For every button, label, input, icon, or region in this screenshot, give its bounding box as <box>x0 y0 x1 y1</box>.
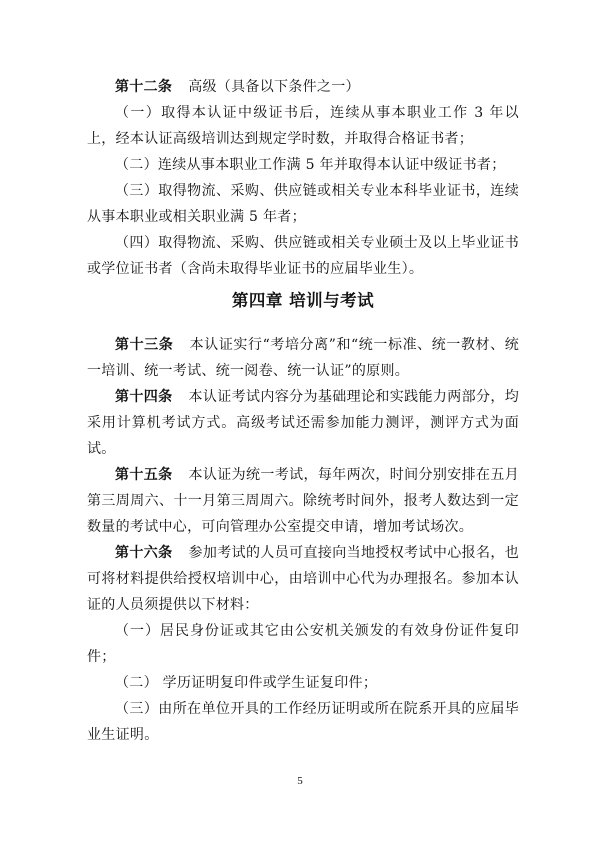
article-13-text: 本认证实行“考培分离”和“统一标准、统一教材、统一培训、统一考试、统一阅卷、统一认证”的原则。 <box>87 337 520 379</box>
article-12-item-4: （四）取得物流、采购、供应链或相关专业硕士及以上毕业证书或学位证书者（含尚未取得毕业证书的应届毕业生）。 <box>87 235 519 277</box>
chapter-title: 第四章 培训与考试 <box>231 291 375 310</box>
article-16-item-2: （二） 学历证明复印件或学生证复印件； <box>115 675 378 691</box>
article-12-heading <box>87 74 519 100</box>
article-16-label: 第十六条 <box>115 545 173 561</box>
article-12-title: 高级（具备以下条件之一） <box>188 79 360 95</box>
article-15-label: 第十五条 <box>115 467 173 483</box>
article-12-item-2: （二）连续从事本职业工作满 5 年并取得本认证中级证书者； <box>115 157 506 173</box>
article-15 <box>87 462 519 540</box>
page-content <box>87 74 519 748</box>
article-16-text: 参加考试的人员可直接向当地授权考试中心报名，也可将材料提供给授权培训中心，由培训中心代为办理报名。参加本认证的人员须提供以下材料： <box>87 545 519 613</box>
article-12-item-1: （一）取得本认证中级证书后，连续从事本职业工作 3 年以上，经本认证高级培训达到规定学时数，并取得合格证书者； <box>87 105 519 147</box>
article-14-text: 本认证考试内容分为基础理论和实践能力两部分，均采用计算机考试方式。高级考试还需参加能力测评，测评方式为面试。 <box>87 389 519 457</box>
article-16 <box>87 540 519 618</box>
article-14 <box>87 384 519 462</box>
article-16-item-1: （一）居民身份证或其它由公安机关颁发的有效身份证件复印件； <box>87 623 519 665</box>
page-number: 5 <box>297 775 303 787</box>
article-16-item-3: （三）由所在单位开具的工作经历证明或所在院系开具的应届毕业生证明。 <box>87 701 519 743</box>
article-12-item-3: （三）取得物流、采购、供应链或相关专业本科毕业证书，连续从事本职业或相关职业满 5 年者； <box>87 183 519 225</box>
article-12-label: 第十二条 <box>115 79 173 95</box>
article-14-label: 第十四条 <box>115 389 173 405</box>
article-15-text: 本认证为统一考试，每年两次，时间分别安排在五月第三周周六、十一月第三周周六。除统考时间外，报考人数达到一定数量的考试中心，可向管理办公室提交申请，增加考试场次。 <box>87 467 519 535</box>
article-13-label: 第十三条 <box>115 337 174 353</box>
article-13 <box>87 332 519 384</box>
